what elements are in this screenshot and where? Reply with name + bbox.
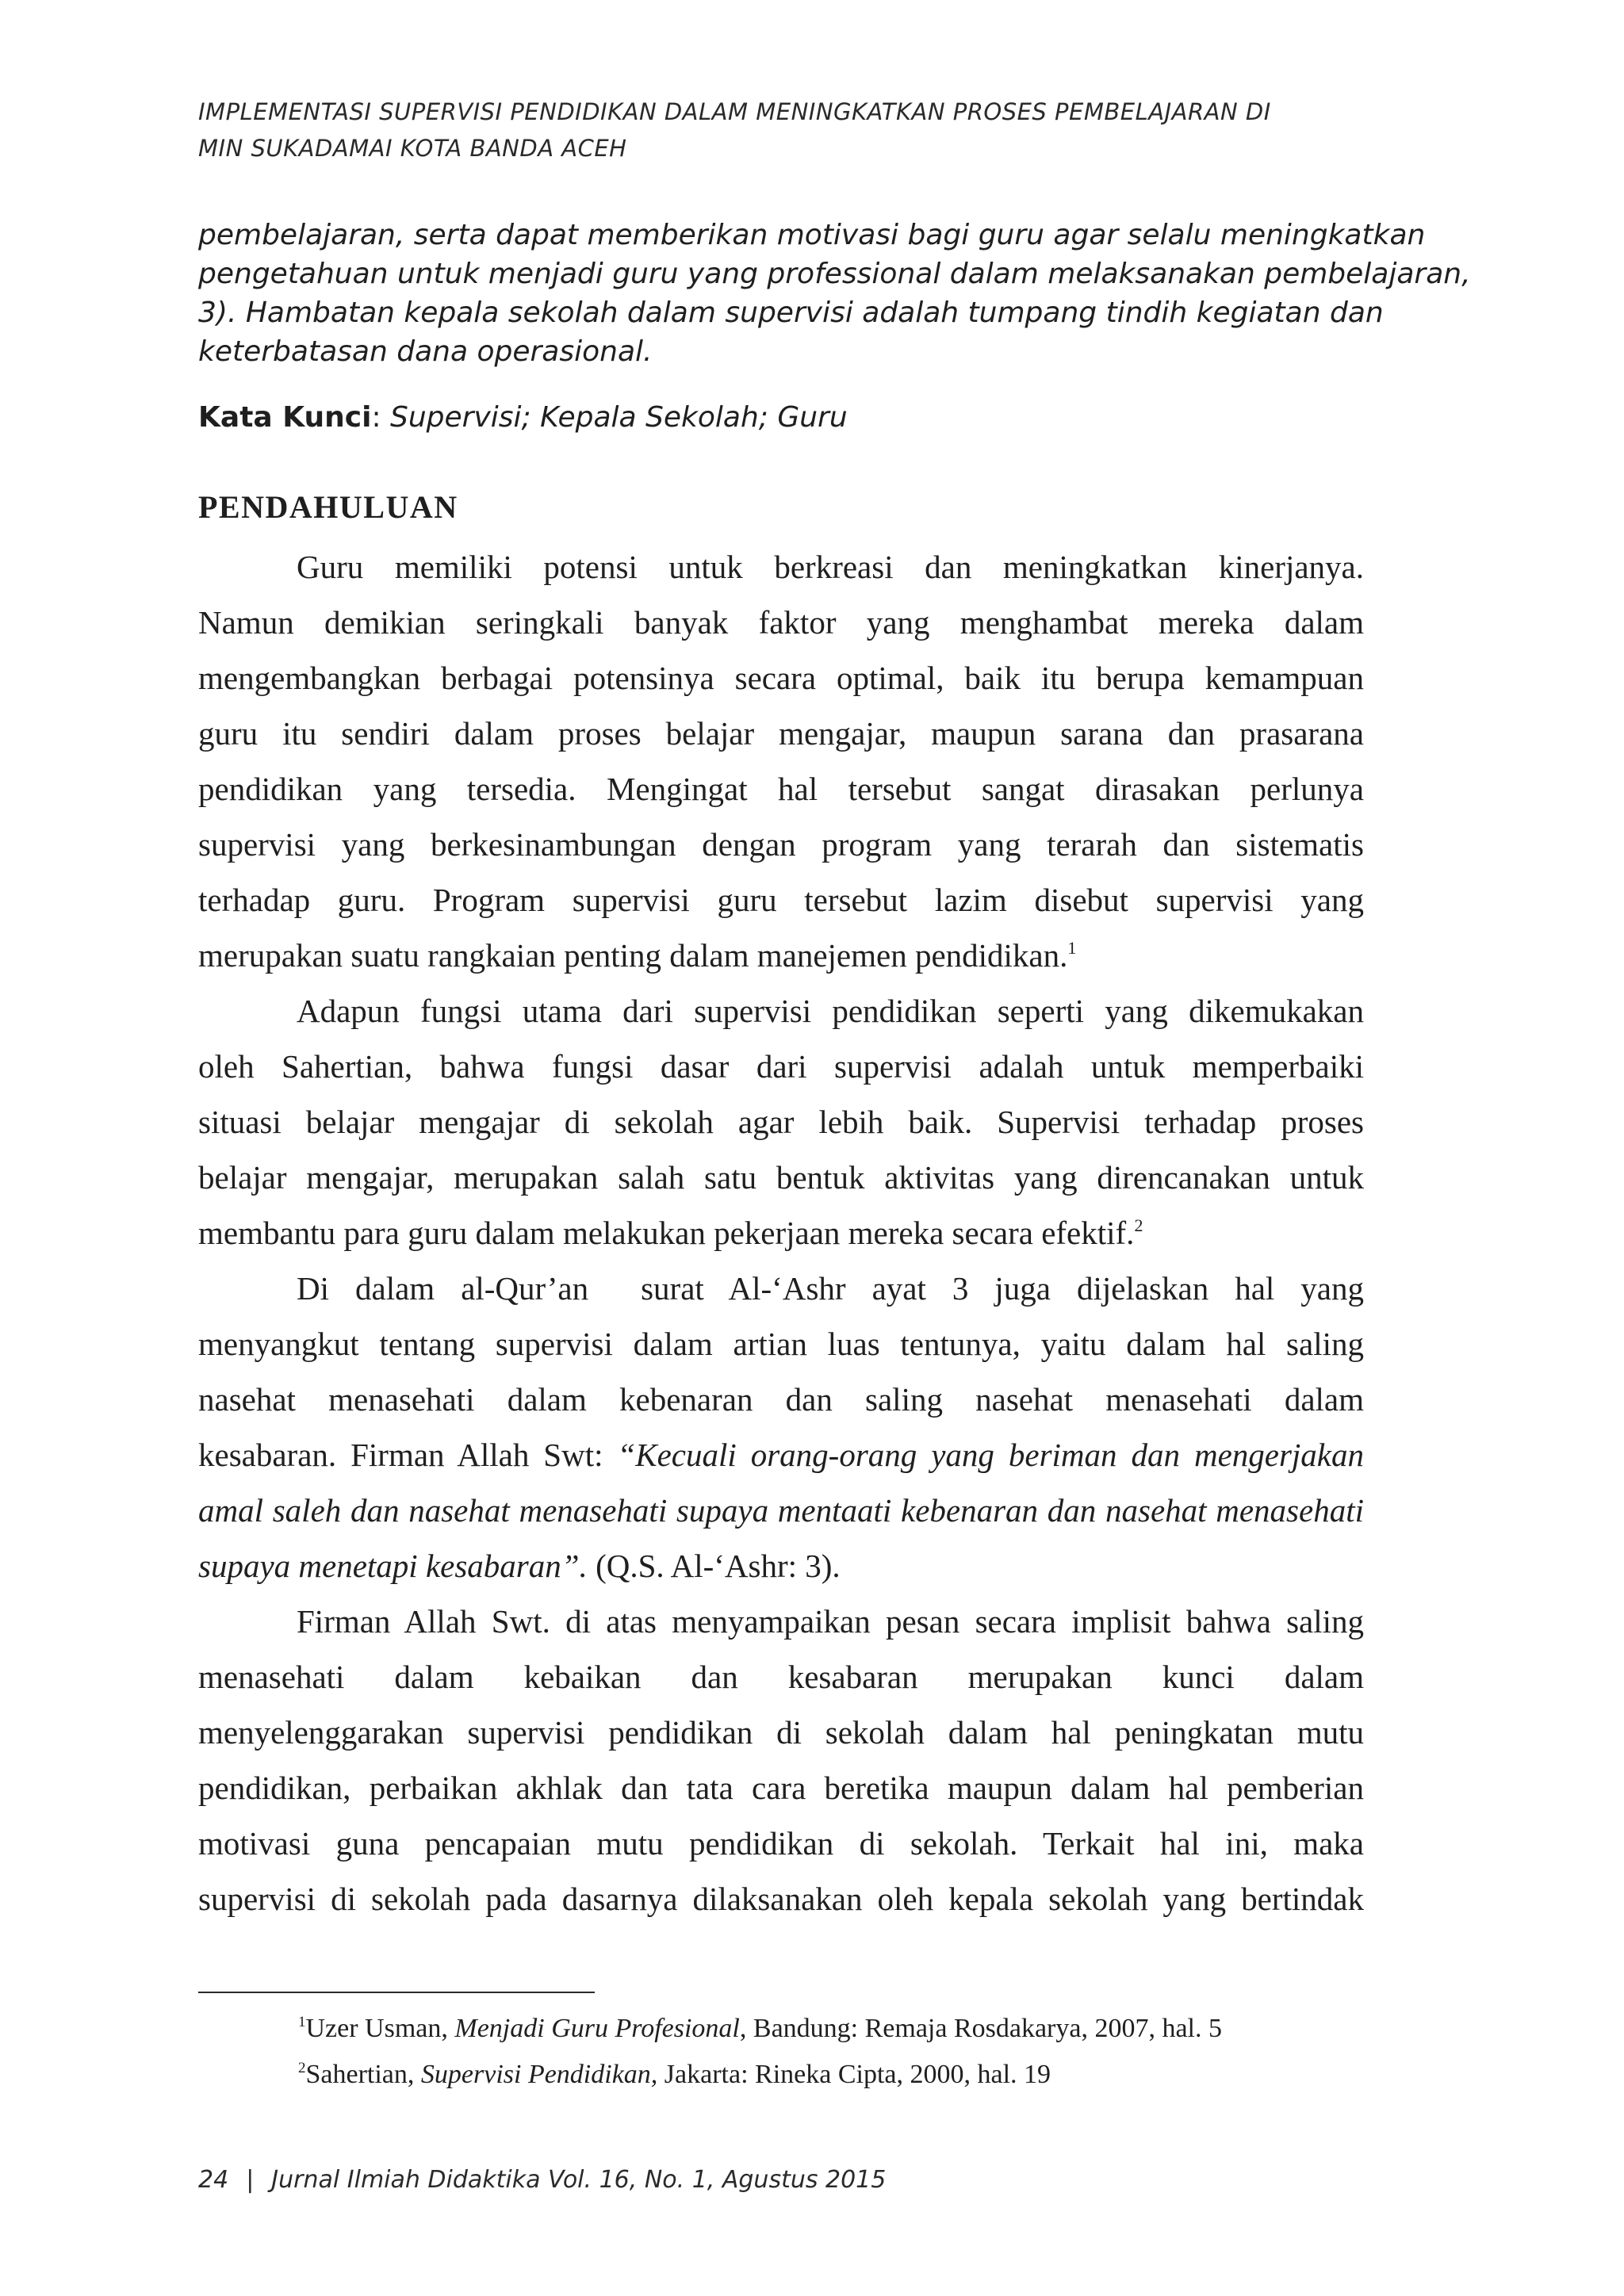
text-line: oleh Sahertian, bahwa fungsi dasar dari supervisi adalah untuk memperbaiki <box>198 1048 1364 1085</box>
page-number: 24 <box>198 2166 229 2194</box>
text-line: Adapun fungsi utama dari supervisi pendidikan seperti yang dikemukakan <box>297 993 1364 1029</box>
paragraph-4 <box>198 1594 1364 1927</box>
footnote-number: 1 <box>298 2014 306 2030</box>
section-heading: PENDAHULUAN <box>198 489 458 525</box>
paragraph-2 <box>198 983 1364 1261</box>
text-line <box>198 928 1364 983</box>
footnote-title: Menjadi Guru Profesional <box>454 2014 740 2043</box>
footnote-title: Supervisi Pendidikan, <box>420 2060 658 2089</box>
running-header-line-1: IMPLEMENTASI SUPERVISI PENDIDIKAN DALAM MENINGKATKAN PROSES PEMBELAJARAN DI <box>198 98 1271 125</box>
text-line: mengembangkan berbagai potensinya secara optimal, baik itu berupa kemampuan <box>198 660 1364 696</box>
page-footer <box>198 2163 886 2198</box>
text-line: Guru memiliki potensi untuk berkreasi dan meningkatkan kinerjanya. <box>297 549 1364 585</box>
text-line: belajar mengajar, merupakan salah satu bentuk aktivitas yang direncanakan untuk <box>198 1159 1364 1196</box>
footnote-author: Uzer Usman, <box>305 2014 455 2043</box>
text-line: pendidikan, perbaikan akhlak dan tata cara beretika maupun dalam hal pemberian <box>198 1770 1364 1806</box>
footnote-author: Sahertian, <box>305 2060 421 2089</box>
abstract-line: keterbatasan dana operasional. <box>198 335 653 368</box>
keywords-separator: : <box>371 401 391 434</box>
text-line: pendidikan yang tersedia. Mengingat hal tersebut sangat dirasakan perlunya <box>198 771 1364 807</box>
footer-separator: | <box>246 2166 255 2194</box>
journal-citation: Jurnal Ilmiah Didaktika Vol. 16, No. 1, Agustus 2015 <box>271 2166 887 2194</box>
abstract-line: pengetahuan untuk menjadi guru yang professional dalam melaksanakan pembelajaran, <box>198 258 1471 290</box>
keywords <box>198 398 848 438</box>
text-line <box>198 1427 1364 1483</box>
text-line: Firman Allah Swt. di atas menyampaikan pesan secara implisit bahwa saling <box>297 1603 1364 1640</box>
text-segment: membantu para guru dalam melakukan pekerjaan mereka secara efektif. <box>198 1215 1135 1251</box>
text-line: Namun demikian seringkali banyak faktor yang menghambat mereka dalam <box>198 604 1364 641</box>
keywords-label: Kata Kunci <box>198 401 372 434</box>
footnote-publisher: Jakarta: Rineka Cipta, 2000, hal. 19 <box>657 2060 1051 2089</box>
footnote-number: 2 <box>298 2060 306 2076</box>
text-line: menasehati dalam kebaikan dan kesabaran merupakan kunci dalam <box>198 1659 1364 1695</box>
text-line: situasi belajar mengajar di sekolah agar lebih baik. Supervisi terhadap proses <box>198 1104 1364 1140</box>
abstract-continuation <box>198 216 1471 371</box>
paragraph-3 <box>198 1261 1364 1594</box>
paragraph-1 <box>198 539 1364 983</box>
footnote-2 <box>298 2052 1408 2098</box>
abstract-line: 3). Hambatan kepala sekolah dalam supervisi adalah tumpang tindih kegiatan dan <box>198 297 1384 329</box>
keywords-value: Supervisi; Kepala Sekolah; Guru <box>390 401 848 434</box>
quran-quote-line: amal saleh dan nasehat menasehati supaya mentaati kebenaran dan nasehat menasehati <box>198 1492 1364 1529</box>
text-segment: merupakan suatu rangkaian penting dalam manejemen pendidikan. <box>198 937 1068 974</box>
text-line <box>198 1538 1364 1594</box>
quran-citation: (Q.S. Al-‘Ashr: 3). <box>587 1548 841 1584</box>
text-line: menyangkut tentang supervisi dalam artian luas tentunya, yaitu dalam hal saling <box>198 1326 1364 1362</box>
quran-quote: supaya menetapi kesabaran”. <box>198 1548 588 1584</box>
abstract-line: pembelajaran, serta dapat memberikan motivasi bagi guru agar selalu meningkatkan <box>198 219 1426 251</box>
footnote-1 <box>298 2006 1408 2052</box>
text-line: guru itu sendiri dalam proses belajar mengajar, maupun sarana dan prasarana <box>198 715 1364 752</box>
footnote-publisher: , Bandung: Remaja Rosdakarya, 2007, hal. 5 <box>739 2014 1222 2043</box>
text-line: nasehat menasehati dalam kebenaran dan saling nasehat menasehati dalam <box>198 1381 1364 1418</box>
body-text <box>198 539 1364 1927</box>
text-line <box>198 1205 1364 1261</box>
text-line: terhadap guru. Program supervisi guru tersebut lazim disebut supervisi yang <box>198 882 1364 918</box>
running-header-line-2: MIN SUKADAMAI KOTA BANDA ACEH <box>198 135 627 162</box>
text-line: supervisi yang berkesinambungan dengan program yang terarah dan sistematis <box>198 826 1364 863</box>
text-line: supervisi di sekolah pada dasarnya dilaksanakan oleh kepala sekolah yang bertindak <box>198 1881 1364 1917</box>
quran-quote: “Kecuali orang-orang yang beriman dan mengerjakan <box>617 1437 1365 1473</box>
text-line: menyelenggarakan supervisi pendidikan di sekolah dalam hal peningkatan mutu <box>198 1714 1364 1751</box>
running-header <box>198 94 1435 166</box>
text-segment: kesabaran. Firman Allah Swt: <box>198 1437 618 1473</box>
text-line: Di dalam al-Qur’an surat Al-‘Ashr ayat 3 juga dijelaskan hal yang <box>297 1270 1364 1307</box>
footnote-ref-1[interactable]: 1 <box>1067 938 1077 958</box>
text-line: motivasi guna pencapaian mutu pendidikan di sekolah. Terkait hal ini, maka <box>198 1825 1364 1862</box>
footnotes <box>298 2006 1408 2098</box>
footnote-ref-2[interactable]: 2 <box>1134 1215 1143 1235</box>
footnote-divider <box>198 1992 595 1993</box>
